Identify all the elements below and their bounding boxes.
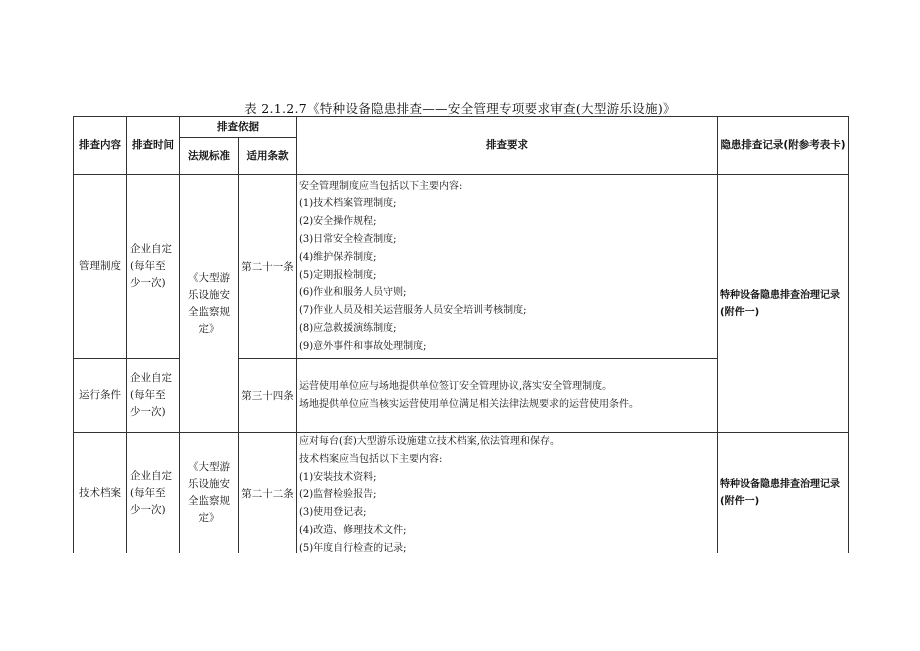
row-clause: 第二十二条 <box>239 433 297 554</box>
table-row <box>74 175 849 359</box>
table-row <box>74 433 849 554</box>
row-item: 运行条件 <box>74 359 127 433</box>
header-law: 法规标准 <box>180 138 239 175</box>
row-time: 企业自定(每年至少一次) <box>127 175 180 359</box>
header-time: 排查时间 <box>127 117 180 175</box>
header-requirement: 排查要求 <box>297 117 718 175</box>
requirement-line: 运营使用单位应与场地提供单位签订安全管理协议,落实安全管理制度。 <box>299 380 613 392</box>
row-time: 企业自定(每年至少一次) <box>127 433 180 554</box>
table-caption: 表 2.1.2.7《特种设备隐患排查——安全管理专项要求审查(大型游乐设施)》 <box>244 101 676 116</box>
requirement-line: (2)安全操作规程; <box>299 216 377 228</box>
requirement-line: (4)改造、修理技术文件; <box>299 524 407 536</box>
header-item: 排查内容 <box>74 117 127 175</box>
requirement-line: (1)技术档案管理制度; <box>299 198 397 210</box>
row-clause: 第三十四条 <box>239 359 297 433</box>
row-requirements <box>297 359 718 433</box>
header-clause: 适用条款 <box>239 138 297 175</box>
row-record: 特种设备隐患排查治理记录(附件一) <box>718 175 849 433</box>
row-requirements <box>297 175 718 359</box>
row-record: 特种设备隐患排查治理记录(附件一) <box>718 433 849 554</box>
row-item: 管理制度 <box>74 175 127 359</box>
row-law: 《大型游乐设施安全监察规定》 <box>180 175 239 433</box>
header-basis: 排查依据 <box>180 117 297 138</box>
requirement-line: (7)作业人员及相关运营服务人员安全培训考核制度; <box>299 305 527 317</box>
requirement-line: (5)定期报检制度; <box>299 269 377 281</box>
requirement-line: 安全管理制度应当包括以下主要内容: <box>299 180 463 192</box>
requirement-line: (1)安装技术资料; <box>299 471 377 483</box>
requirement-line: 技术档案应当包括以下主要内容: <box>299 453 443 465</box>
row-clause: 第二十一条 <box>239 175 297 359</box>
requirement-line: (5)年度自行检查的记录; <box>299 542 407 553</box>
inspection-table <box>73 116 849 553</box>
header-record: 隐患排查记录(附参考表卡) <box>718 117 849 175</box>
row-time: 企业自定(每年至少一次) <box>127 359 180 433</box>
row-item: 技术档案 <box>74 433 127 554</box>
requirement-line: (4)维护保养制度; <box>299 251 377 263</box>
requirement-line: (6)作业和服务人员守则; <box>299 287 407 299</box>
requirement-line: (9)意外事件和事故处理制度; <box>299 340 427 352</box>
row-requirements <box>297 433 718 554</box>
requirement-line: (3)日常安全检查制度; <box>299 233 397 245</box>
row-law: 《大型游乐设施安全监察规定》 <box>180 433 239 554</box>
requirement-line: (2)监督检验报告; <box>299 489 377 501</box>
requirement-line: (8)应急救援演练制度; <box>299 322 397 334</box>
requirement-line: 应对每台(套)大型游乐设施建立技术档案,依法管理和保存。 <box>299 436 560 447</box>
requirement-line: (3)使用登记表; <box>299 507 367 519</box>
requirement-line: 场地提供单位应当核实运营使用单位满足相关法律法规要求的运营使用条件。 <box>299 398 639 410</box>
